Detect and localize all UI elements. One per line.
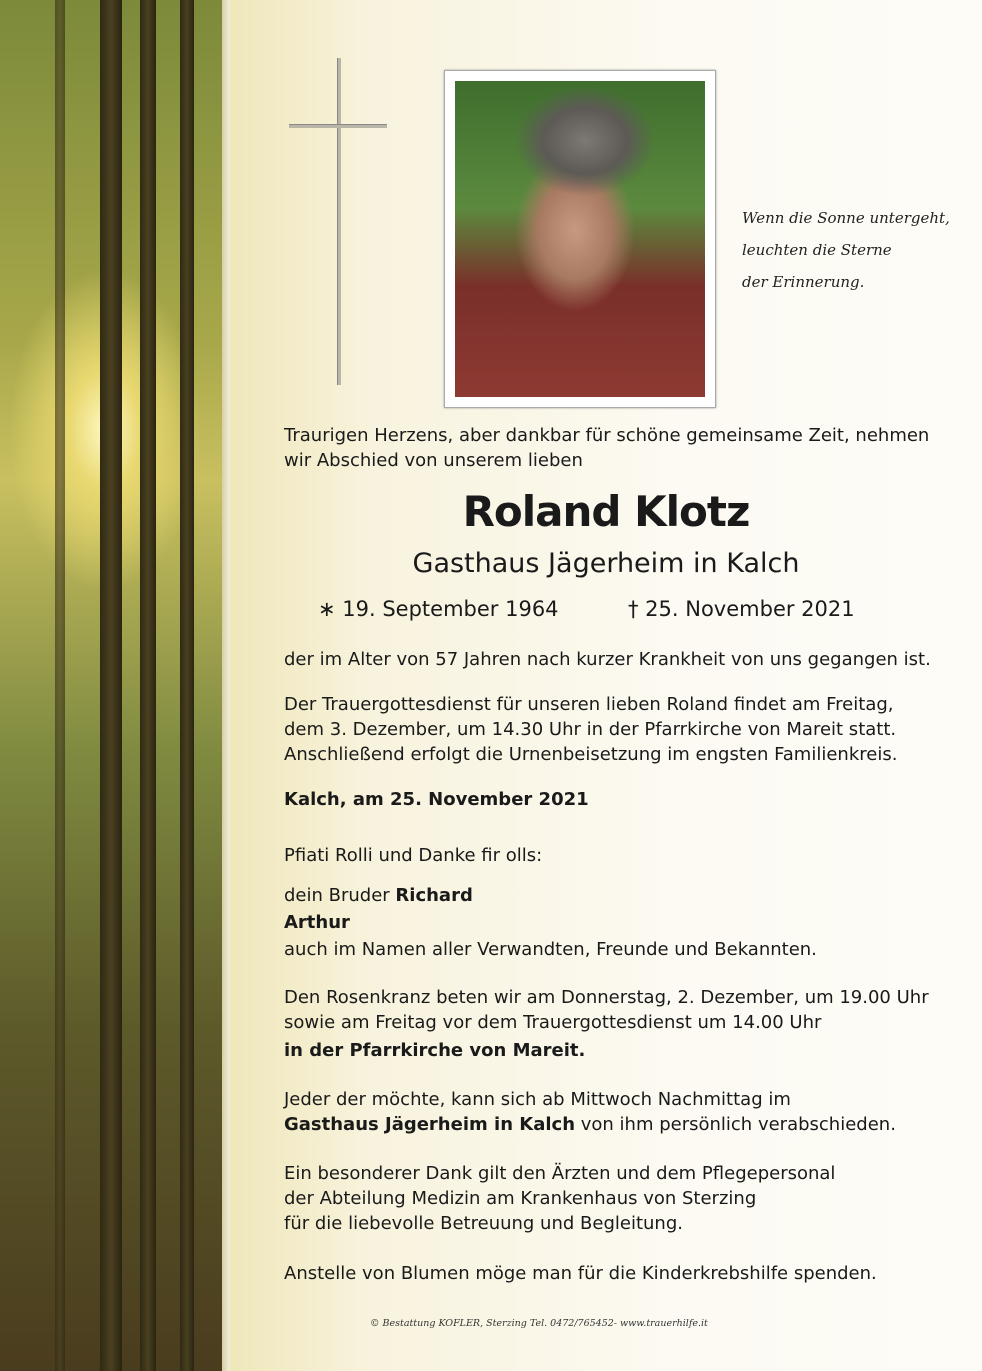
- subtitle: Gasthaus Jägerheim in Kalch: [412, 548, 800, 579]
- portrait-photo: [455, 81, 705, 397]
- tree-trunk: [100, 0, 122, 1371]
- quote-line: leuchten die Sterne: [742, 241, 892, 259]
- deceased-name: Roland Klotz: [462, 487, 750, 536]
- quote-line: der Erinnerung.: [742, 273, 865, 291]
- thanks-line: der Abteilung Medizin am Krankenhaus von Sterzing: [284, 1188, 757, 1209]
- forest-image: [0, 0, 222, 1371]
- brother-name: Richard: [395, 885, 473, 906]
- divider: [222, 0, 230, 1371]
- service-line: dem 3. Dezember, um 14.30 Uhr in der Pfarrkirche von Mareit statt.: [284, 719, 897, 740]
- quote: [742, 202, 950, 298]
- rosary-location: in der Pfarrkirche von Mareit.: [284, 1040, 586, 1061]
- family-prefix: dein Bruder: [284, 885, 396, 906]
- tree-trunk: [140, 0, 156, 1371]
- visit-rest: von ihm persönlich verabschieden.: [575, 1114, 896, 1135]
- thanks-line: für die liebevolle Betreuung und Begleitung.: [284, 1213, 683, 1234]
- cross-icon-bar: [289, 124, 387, 128]
- death-date: † 25. November 2021: [628, 597, 855, 621]
- visit-location: Gasthaus Jägerheim in Kalch: [284, 1114, 576, 1135]
- birth-date: ∗ 19. September 1964: [318, 597, 559, 621]
- footer: © Bestattung KOFLER, Sterzing Tel. 0472/765452- www.trauerhilfe.it: [370, 1318, 708, 1329]
- intro-line: wir Abschied von unserem lieben: [284, 450, 583, 471]
- service-line: Der Trauergottesdienst für unseren lieben Roland findet am Freitag,: [284, 694, 894, 715]
- visit-line: Jeder der möchte, kann sich ab Mittwoch Nachmittag im: [284, 1089, 791, 1110]
- intro-line: Traurigen Herzens, aber dankbar für schöne gemeinsame Zeit, nehmen: [284, 425, 930, 446]
- donation-line: Anstelle von Blumen möge man für die Kinderkrebshilfe spenden.: [284, 1263, 877, 1284]
- place-date: Kalch, am 25. November 2021: [284, 789, 589, 810]
- farewell: Pfiati Rolli und Danke fir olls:: [284, 845, 543, 866]
- family-name: Arthur: [284, 912, 350, 933]
- family-line: auch im Namen aller Verwandten, Freunde und Bekannten.: [284, 939, 817, 960]
- cross-icon: [337, 58, 341, 385]
- age-line: der im Alter von 57 Jahren nach kurzer Krankheit von uns gegangen ist.: [284, 649, 931, 670]
- quote-line: Wenn die Sonne untergeht,: [742, 209, 950, 227]
- rosary-line: sowie am Freitag vor dem Trauergottesdienst um 14.00 Uhr: [284, 1012, 822, 1033]
- tree-trunk: [55, 0, 65, 1371]
- tree-trunk: [180, 0, 194, 1371]
- service-line: Anschließend erfolgt die Urnenbeisetzung im engsten Familienkreis.: [284, 744, 898, 765]
- thanks-line: Ein besonderer Dank gilt den Ärzten und dem Pflegepersonal: [284, 1163, 836, 1184]
- rosary-line: Den Rosenkranz beten wir am Donnerstag, 2. Dezember, um 19.00 Uhr: [284, 987, 929, 1008]
- portrait-frame: [444, 70, 716, 408]
